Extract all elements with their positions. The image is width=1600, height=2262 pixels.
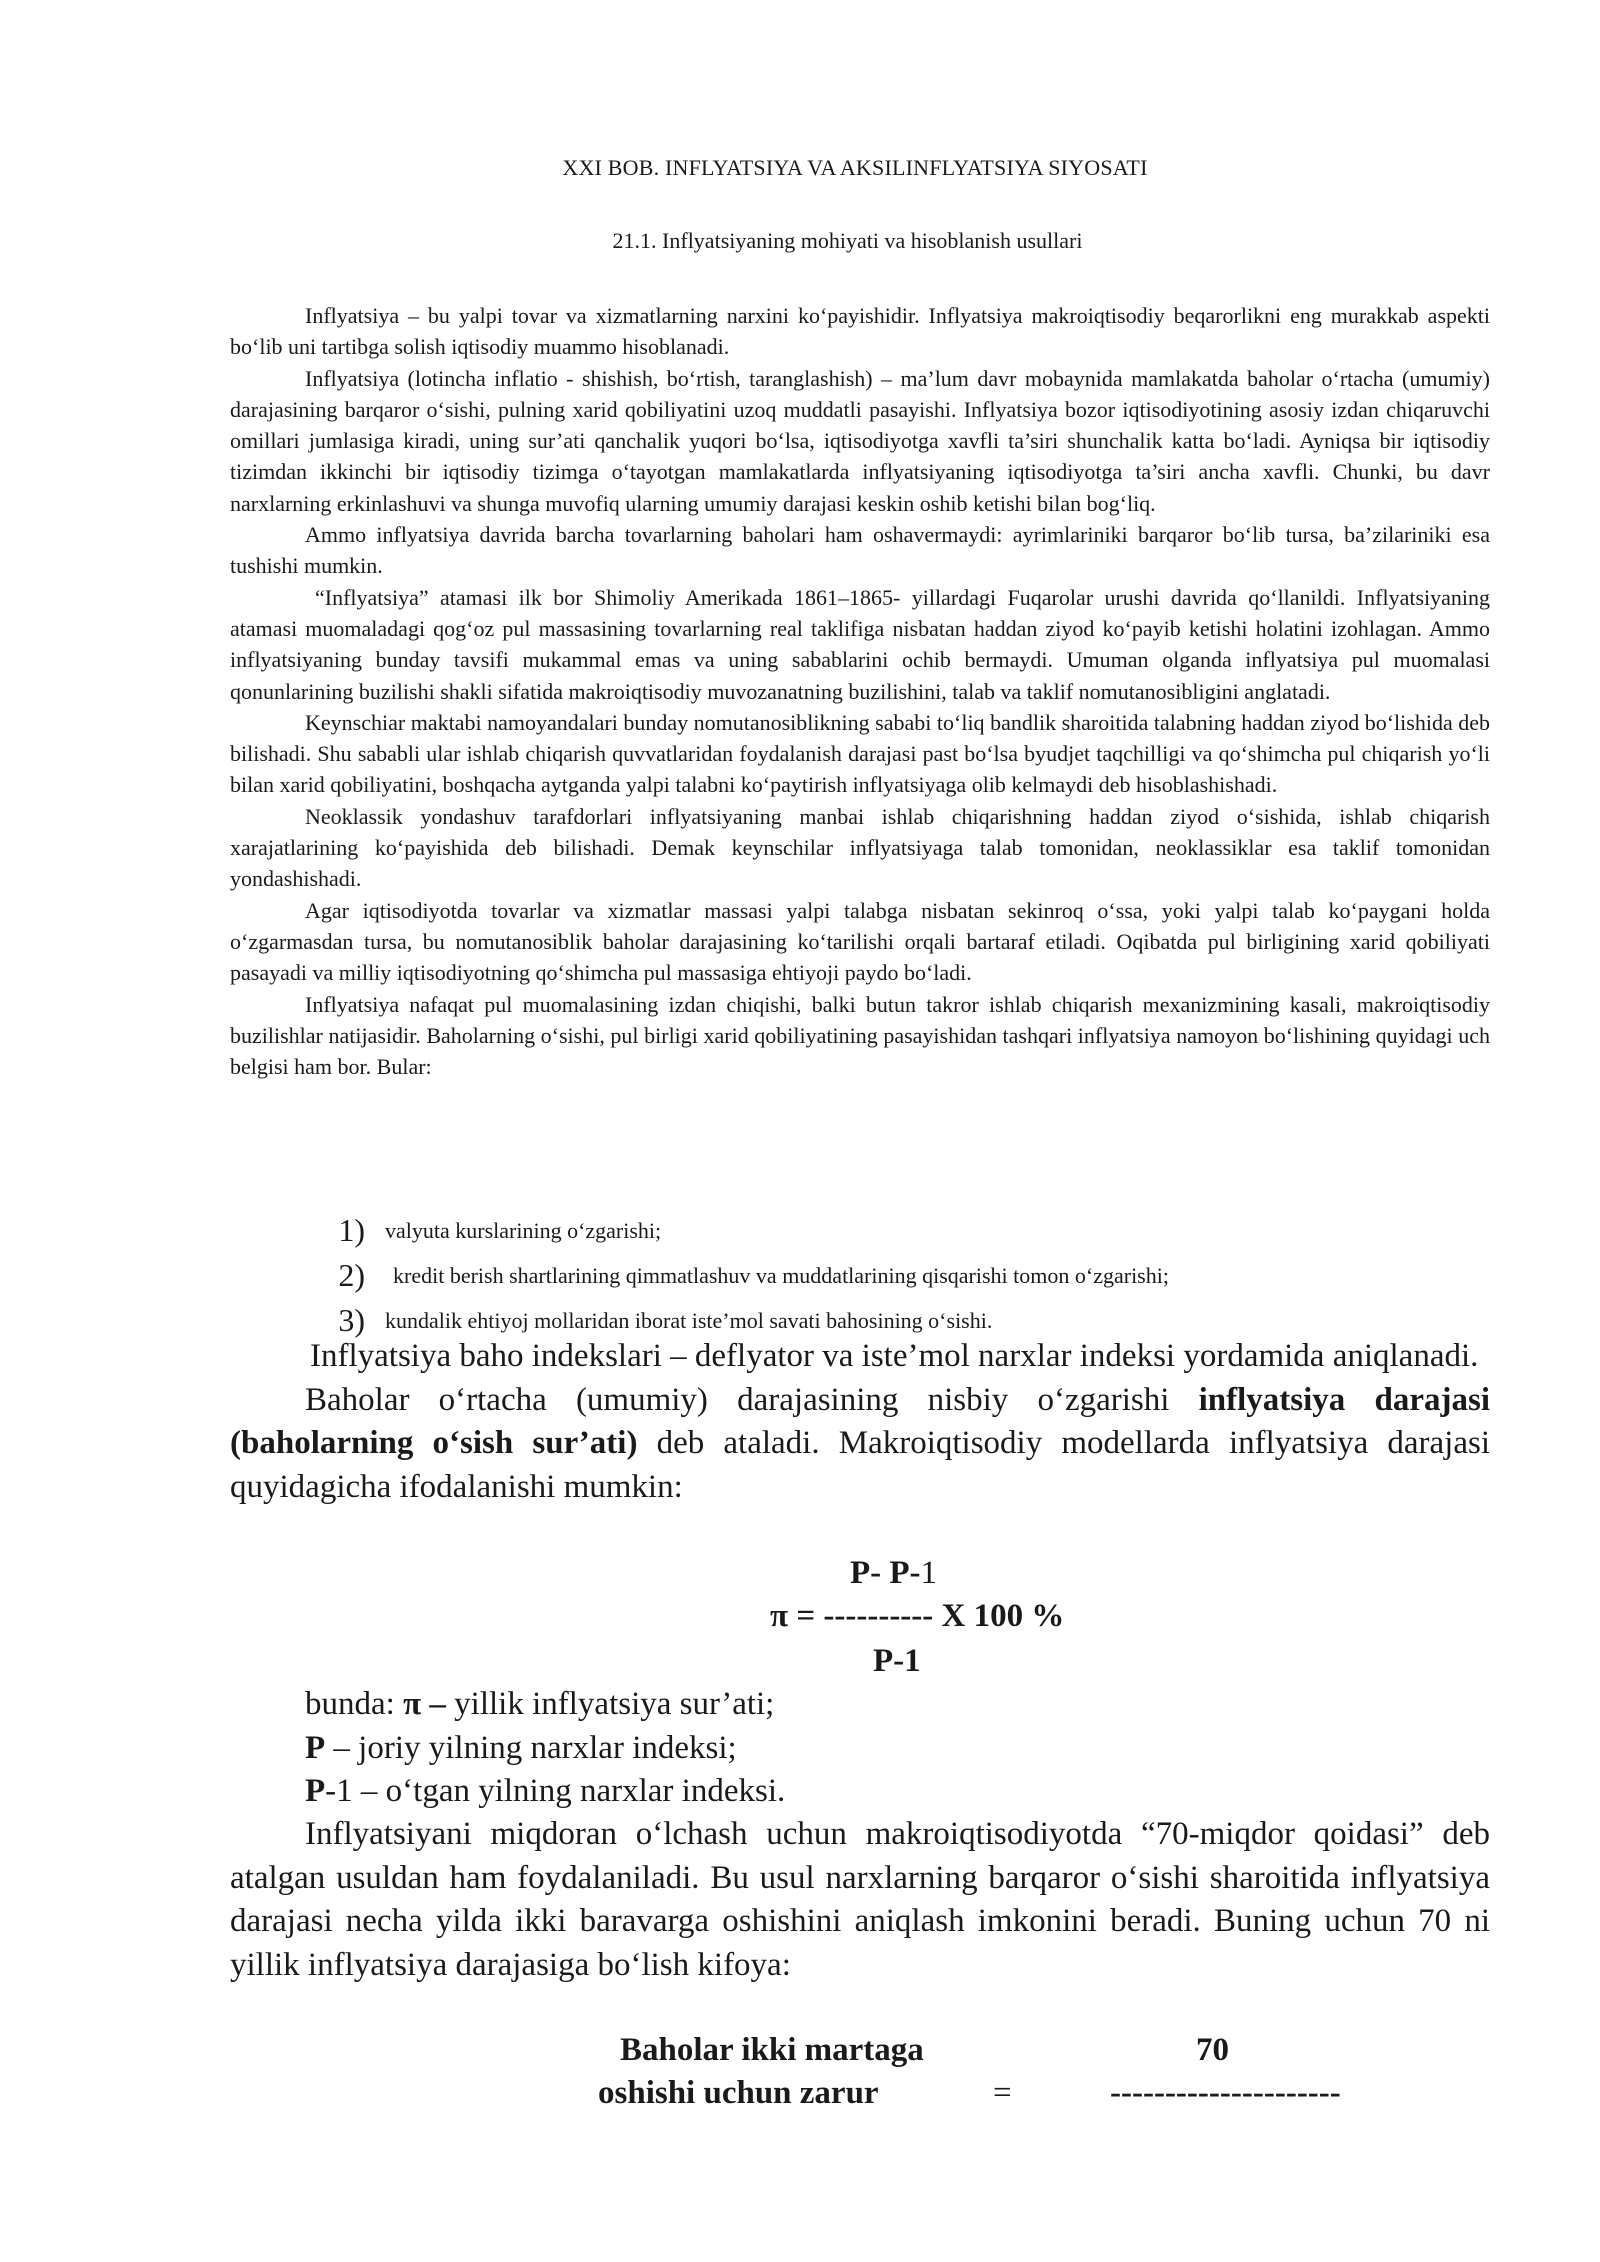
paragraph-large — [230, 1379, 1490, 1510]
body-text — [230, 300, 1490, 1082]
paragraph: Keynschiar maktabi namoyandalari bunday nomutanosiblikning sababi to‘liq bandlik sharoitida talabning haddan ziyod bo‘lishida deb bilishadi. Shu sababli ular ishlab chiqarish quvvatlaridan foydalanish darajasi past bo‘lsa byudjet taqchilligi va qo‘shimcha pul chiqarish yo‘li bilan xarid qobiliyatini, boshqacha aytganda yalpi talabni ko‘paytirish inflyatsiyaga olib kelmaydi deb hisoblashishadi. — [230, 709, 1490, 798]
text-run: -1 – o‘tgan yilning narxlar indeksi. — [325, 1773, 786, 1809]
formula-definitions — [305, 1683, 785, 1814]
definition-item — [305, 1727, 785, 1771]
symbol: P — [305, 1729, 326, 1766]
bold-term: inflyatsiya darajasi (baholarning o‘sish sur’ati) — [230, 1381, 1490, 1461]
paragraph: Inflyatsiya (lotincha inflatio - shishish, bo‘rtish, taranglashish) – ma’lum davr mobaynida mamlakatda baholar o‘rtacha (umumiy) darajasining barqaror o‘sishi, pulning xarid qobiliyatini uzoq muddatli pasayishi. Inflyatsiya bozor iqtisodiyotining asosiy izdan chiqaruvchi omillari jumlasiga kiradi, uning sur’ati qanchalik yuqori bo‘lsa, iqtisodiyotga xavfli ta’siri shunchalik katta bo‘ladi. Ayniqsa bir iqtisodiy tizimdan ikkinchi bir iqtisodiy tizimga o‘tayotgan mamlakatlarda inflyatsiyaning iqtisodiyotga ta’siri ancha xavfli. Chunki, bu davr narxlarning erkinlashuvi va shunga muvofiq ularning umumiy darajasi keskin oshib ketishi bilan bog‘liq. — [230, 365, 1490, 516]
symbol: P — [305, 1773, 326, 1809]
chapter-title: XXI BOB. INFLYATSIYA VA AKSILINFLYATSIYA SIYOSATI — [562, 155, 1148, 180]
formula-text: 1 — [920, 1555, 938, 1591]
paragraph: Agar iqtisodiyotda tovarlar va xizmatlar massasi yalpi talabga nisbatan sekinroq o‘ssa, yoki yalpi talab ko‘paygani holda o‘zgarmasdan tursa, bu nomutanosiblik baholar darajasining ko‘tarilishi orqali bartaraf etiladi. Oqibatda pul birligining xarid qobiliyati pasayadi va milliy iqtisodiyotning qo‘shimcha pul massasiga ehtiyoji paydo bo‘ladi. — [230, 897, 1490, 986]
formula-denominator: P-1 — [873, 1643, 921, 1679]
text-run: deb ataladi. Makroiqtisodiy modellarda inflyatsiya darajasi quyidagicha ifodalanishi mumkin: — [230, 1425, 1491, 1505]
text-run: Baholar o‘rtacha (umumiy) darajasining nisbiy o‘zgarishi — [305, 1381, 1199, 1418]
text-run: bunda: — [305, 1686, 404, 1722]
list-text: kredit berish shartlarining qimmatlashuv va muddatlarining qisqarishi tomon o‘zgarishi; — [393, 1262, 1169, 1288]
list-number: 1) — [338, 1212, 365, 1248]
paragraph: Inflyatsiya nafaqat pul muomalasining izdan chiqishi, balki butun takror ishlab chiqarish mexanizmining kasali, makroiqtisodiy buzilishlar natijasidir. Baholarning o‘sishi, pul birligi xarid qobiliyatining pasayishidan tashqari inflyatsiya namoyon bo‘lishining quyidagi uch belgisi ham bor. Bular: — [230, 991, 1490, 1080]
list-text: valyuta kurslarining o‘zgarishi; — [385, 1217, 662, 1243]
numbered-list — [230, 1208, 1490, 1343]
paragraph: Neoklassik yondashuv tarafdorlari inflyatsiyaning manbai ishlab chiqarishning haddan ziyod o‘sishida, ishlab chiqarish xarajatlarining ko‘payishida deb bilishadi. Demak keynschilar inflyatsiyaga talab tomonidan, neoklassiklar esa taklif tomonidan yondashishadi. — [230, 803, 1490, 892]
paragraph: Ammo inflyatsiya davrida barcha tovarlarning baholari ham oshavermaydi: ayrimlariniki barqaror bo‘lib tursa, ba’zilariniki esa tushishi mumkin. — [230, 522, 1490, 579]
list-number: 3) — [338, 1302, 365, 1338]
formula-text: P- P- — [850, 1555, 921, 1591]
symbol: π – — [403, 1686, 446, 1722]
rule70-label-line1: Baholar ikki martaga — [620, 2032, 924, 2068]
section-title: 21.1. Inflyatsiyaning mohiyati va hisoblanish usullari — [612, 228, 1083, 253]
paragraph-large: Inflyatsiyani miqdoran o‘lchash uchun makroiqtisodiyotda “70-miqdor qoidasi” deb atalgan usuldan ham foydalaniladi. Bu usul narxlarning barqaror o‘sishi sharoitida inflyatsiya darajasi necha yilda ikki baravarga oshishini aniqlash imkonini beradi. Buning uchun 70 ni yillik inflyatsiya darajasiga bo‘lish kifoya: — [230, 1816, 1490, 1983]
formula-main: π = ---------- X 100 % — [770, 1598, 1065, 1634]
text-run: – joriy yilning narxlar indeksi; — [325, 1729, 737, 1766]
formula-numerator — [850, 1555, 937, 1592]
text-run: yillik inflyatsiya sur’ati; — [445, 1686, 775, 1722]
list-text: kundalik ehtiyoj mollaridan iborat iste’mol savati bahosining o‘sishi. — [385, 1307, 993, 1333]
definition-item — [305, 1683, 785, 1727]
list-item — [230, 1253, 1490, 1298]
large-text-block — [230, 1335, 1490, 1509]
paragraph-large: Inflyatsiya baho indekslari – deflyator va iste’mol narxlar indeksi yordamida aniqlanadi. — [310, 1338, 1479, 1374]
list-item — [230, 1208, 1490, 1253]
large-text-block — [230, 1813, 1490, 1987]
rule70-fraction-bar: --------------------- — [1110, 2075, 1341, 2111]
paragraph: Inflyatsiya – bu yalpi tovar va xizmatlarning narxini ko‘payishidir. Inflyatsiya makroiqtisodiy beqarorlikni eng murakkab aspekti bo‘lib uni tartibga solish iqtisodiy muammo hisoblanadi. — [230, 303, 1490, 360]
list-number: 2) — [338, 1257, 365, 1293]
definition-item — [305, 1770, 785, 1814]
rule70-numerator: 70 — [1196, 2032, 1229, 2068]
rule70-label-line2: oshishi uchun zarur — [598, 2075, 879, 2111]
rule70-equals: = — [993, 2075, 1012, 2111]
paragraph: “Inflyatsiya” atamasi ilk bor Shimoliy Amerikada 1861–1865- yillardagi Fuqarolar urushi davrida qo‘llanildi. Inflyatsiyaning atamasi muomaladagi qog‘oz pul massasining tovarlarning real taklifiga nisbatan haddan ziyod ko‘payib ketishi holatini izohlagan. Ammo inflyatsiyaning bunday tavsifi mukammal emas va uning sabablarini ochib bermaydi. Umuman olganda inflyatsiya pul muomalasi qonunlarining buzilishi shakli sifatida makroiqtisodiy muvozanatning buzilishini, talab va taklif nomutanosibligini anglatadi. — [230, 584, 1490, 704]
